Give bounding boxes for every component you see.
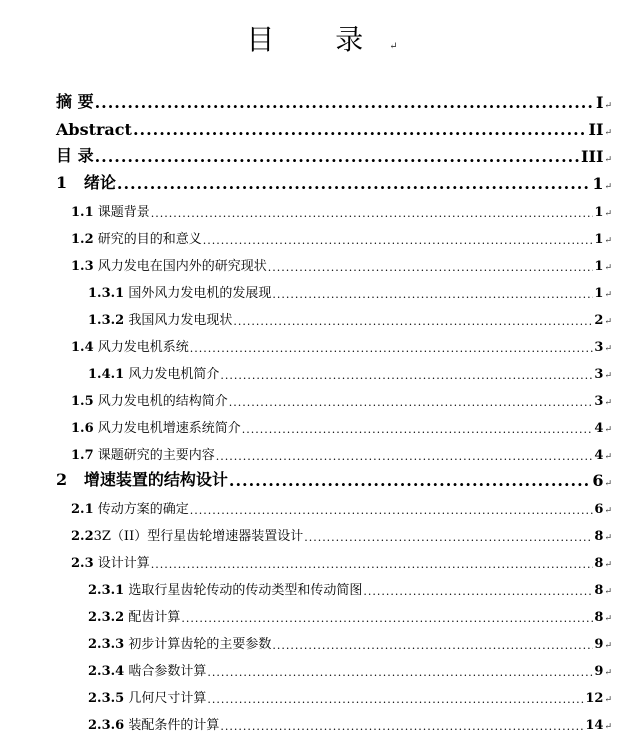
toc-entry[interactable]	[56, 167, 612, 193]
toc-entry-number: 2.3.5	[88, 691, 125, 706]
dot-leader	[133, 120, 588, 139]
toc-entry-text: 风力发电机系统	[97, 340, 189, 355]
page-number: 6	[592, 471, 604, 490]
toc-entry-label	[71, 336, 189, 355]
toc-entry-label	[71, 255, 267, 274]
paragraph-mark-icon: ↵	[604, 479, 612, 489]
toc-entry-number: 1.3.1	[88, 286, 125, 301]
paragraph-mark-icon: ↵	[604, 263, 612, 273]
page-number: I	[595, 93, 604, 112]
toc-entry-label	[71, 228, 202, 247]
toc-entry-text: 国外风力发电机的发展现	[128, 286, 272, 301]
toc-entry-page	[594, 367, 612, 382]
toc-entry-page	[594, 421, 612, 436]
toc-entry-number: 2.3.2	[88, 610, 125, 625]
paragraph-mark-icon: ↵	[604, 101, 612, 111]
toc-entry-number: 1.4.1	[88, 367, 125, 382]
toc-entry[interactable]	[56, 140, 612, 166]
toc-entry-label	[88, 579, 362, 598]
toc-entry-text: 我国风力发电现状	[128, 313, 233, 328]
dot-leader	[268, 261, 594, 274]
paragraph-mark-icon: ↵	[604, 155, 612, 165]
toc-entry-label	[71, 417, 241, 436]
toc-entry[interactable]	[71, 329, 612, 355]
toc-entry-text: 配齿计算	[128, 610, 181, 625]
toc-entry-text: 风力发电机增速系统简介	[97, 421, 241, 436]
paragraph-mark-icon: ↵	[604, 641, 612, 651]
toc-entry-text: 摘 要	[56, 92, 94, 111]
toc-entry-text: 几何尺寸计算	[128, 691, 207, 706]
toc-entry[interactable]	[88, 572, 612, 598]
page-number: 8	[594, 529, 604, 544]
dot-leader	[220, 369, 593, 382]
toc-entry-text: 课题背景	[97, 205, 150, 220]
toc-entry-page	[594, 394, 612, 409]
toc-entry-number: 2.1	[71, 502, 94, 517]
toc-entry[interactable]	[71, 518, 612, 544]
dot-leader	[181, 612, 593, 625]
page-number: 14	[585, 718, 604, 733]
toc-entry-number: 2.3.3	[88, 637, 125, 652]
toc-entry-label	[88, 633, 271, 652]
toc-entry-number: 2.3.6	[88, 718, 125, 733]
toc-entry-text: 风力发电机简介	[128, 367, 220, 382]
toc-entry-page	[585, 691, 612, 706]
toc-entry[interactable]	[71, 248, 612, 274]
dot-leader	[272, 639, 593, 652]
paragraph-mark-icon: ↵	[604, 587, 612, 597]
page-number: 1	[592, 174, 604, 193]
toc-entry-text: 绪论	[83, 173, 116, 192]
dot-leader	[151, 207, 594, 220]
page-number: 1	[594, 259, 604, 274]
paragraph-mark-icon: ↵	[604, 371, 612, 381]
dot-leader	[207, 693, 584, 706]
paragraph-mark-icon: ↵	[604, 317, 612, 327]
toc-entry-page	[592, 471, 612, 490]
toc-entry-page	[585, 718, 612, 733]
page-number: 8	[594, 583, 604, 598]
toc-entry-page	[588, 120, 612, 139]
page-number: 6	[594, 502, 604, 517]
dot-leader	[233, 315, 593, 328]
toc-entry-text: 课题研究的主要内容	[97, 448, 215, 463]
toc-entry-page	[594, 259, 612, 274]
toc-entry-text: 装配条件的计算	[128, 718, 220, 733]
toc-title	[0, 18, 644, 58]
page-number: 9	[594, 637, 604, 652]
toc-entry-label	[88, 282, 271, 301]
toc-entry-page	[594, 583, 612, 598]
toc-entry-number: 1.7	[71, 448, 94, 463]
toc-entry[interactable]	[88, 626, 612, 652]
toc-entry[interactable]	[88, 680, 612, 706]
page-number: 1	[594, 286, 604, 301]
toc-entry-page	[581, 147, 612, 166]
page-number: II	[588, 120, 604, 139]
toc-entry[interactable]	[71, 491, 612, 517]
toc-entry-number: 1.3.2	[88, 313, 125, 328]
toc-entry-page	[596, 93, 612, 112]
toc-entry-label	[88, 714, 219, 733]
toc-entry-page	[594, 448, 612, 463]
toc-entry-number: 2.3.4	[88, 664, 125, 679]
paragraph-mark-icon: ↵	[604, 506, 612, 516]
dot-leader	[229, 396, 594, 409]
toc-entry-label	[71, 390, 228, 409]
toc-entry-label	[71, 498, 189, 517]
toc-entry-number: 1.6	[71, 421, 94, 436]
dot-leader	[95, 93, 595, 112]
paragraph-mark-icon: ↵	[604, 668, 612, 678]
toc-entry-label	[88, 660, 206, 679]
paragraph-mark-icon: ↵	[604, 533, 612, 543]
toc-entry[interactable]	[88, 707, 612, 733]
page-number: 4	[594, 421, 604, 436]
toc-entry[interactable]	[56, 86, 612, 112]
toc-entry-label	[88, 363, 219, 382]
dot-leader	[203, 234, 594, 247]
toc-entry-number: 2	[56, 470, 68, 489]
toc-entry-page	[594, 286, 612, 301]
page-number: 4	[594, 448, 604, 463]
paragraph-mark-icon: ↵	[604, 425, 612, 435]
toc-entry-label	[56, 89, 94, 112]
dot-leader	[242, 423, 594, 436]
page-number: 8	[594, 610, 604, 625]
toc-entry-label	[88, 309, 232, 328]
toc-entry-number: 2.3.1	[88, 583, 125, 598]
toc-entry-number: 1.4	[71, 340, 94, 355]
dot-leader	[151, 558, 594, 571]
toc-entry[interactable]	[88, 599, 612, 625]
toc-entry-text: 研究的目的和意义	[97, 232, 202, 247]
toc-entry-text: 设计计算	[97, 556, 150, 571]
dot-leader	[190, 504, 594, 517]
toc-entry-page	[594, 502, 612, 517]
toc-entry-text: 增速装置的结构设计	[83, 470, 228, 489]
toc-entry-number: 1.2	[71, 232, 94, 247]
dot-leader	[304, 531, 593, 544]
toc-entry-number: 1	[56, 173, 68, 192]
toc-entry-label	[56, 170, 116, 193]
toc-entry[interactable]	[71, 383, 612, 409]
paragraph-mark-icon: ↵	[604, 236, 612, 246]
paragraph-mark-icon: ↵	[604, 128, 612, 138]
page-number: 3	[594, 394, 604, 409]
paragraph-mark-icon: ↵	[604, 452, 612, 462]
toc-entry-label	[71, 525, 303, 544]
page-number: 9	[594, 664, 604, 679]
toc-entry-page	[594, 610, 612, 625]
paragraph-mark-icon: ↵	[604, 290, 612, 300]
toc-entry-page	[594, 529, 612, 544]
toc-entry-page	[594, 340, 612, 355]
dot-leader	[272, 288, 593, 301]
toc-entry-label	[71, 444, 215, 463]
toc-entry-text: 目 录	[56, 146, 94, 165]
toc-entry[interactable]	[71, 221, 612, 247]
toc-entry-page	[592, 174, 612, 193]
toc-entry-page	[594, 637, 612, 652]
toc-entry[interactable]	[56, 464, 612, 490]
toc-entry-text: 风力发电机的结构简介	[97, 394, 228, 409]
toc-entry-page	[594, 664, 612, 679]
page-number: 2	[594, 313, 604, 328]
toc-entry[interactable]	[88, 356, 612, 382]
page-number: 1	[594, 205, 604, 220]
toc-entry-number: 2.2	[71, 529, 94, 544]
toc-entry-label	[56, 143, 94, 166]
toc-entry-text: 风力发电在国内外的研究现状	[97, 259, 267, 274]
toc-entry[interactable]	[88, 275, 612, 301]
dot-leader	[207, 666, 593, 679]
toc-entry[interactable]	[88, 302, 612, 328]
toc-entry[interactable]	[56, 113, 612, 139]
toc-entry-label	[88, 687, 206, 706]
dot-leader	[117, 174, 591, 193]
toc-entry[interactable]	[88, 653, 612, 679]
dot-leader	[229, 471, 591, 490]
toc-entry-number: 1.1	[71, 205, 94, 220]
toc-entry-text: 传动方案的确定	[97, 502, 189, 517]
page-number: 8	[594, 556, 604, 571]
dot-leader	[190, 342, 594, 355]
paragraph-mark-icon: ↵	[604, 209, 612, 219]
toc-title-text: 目 录	[246, 23, 390, 56]
paragraph-mark-icon: ↵	[604, 182, 612, 192]
paragraph-mark-icon: ↵	[389, 41, 398, 52]
dot-leader	[363, 585, 593, 598]
toc-entry-number: 1.5	[71, 394, 94, 409]
dot-leader	[220, 720, 584, 733]
page-number: III	[581, 147, 604, 166]
paragraph-mark-icon: ↵	[604, 344, 612, 354]
toc-entry-label	[56, 467, 228, 490]
toc-entry[interactable]	[71, 437, 612, 463]
toc-entry-label	[56, 120, 132, 139]
dot-leader	[95, 147, 580, 166]
toc-entry-label	[71, 552, 150, 571]
toc-entry-label	[71, 201, 150, 220]
toc-entry-text: 初步计算齿轮的主要参数	[128, 637, 272, 652]
toc-entry-text: 啮合参数计算	[128, 664, 207, 679]
toc-entry-text: Abstract	[56, 120, 132, 139]
paragraph-mark-icon: ↵	[604, 614, 612, 624]
page-number: 1	[594, 232, 604, 247]
toc-entry-page	[594, 232, 612, 247]
dot-leader	[216, 450, 594, 463]
toc-entry-text: 3Z（II）型行星齿轮增速器装置设计	[93, 529, 304, 544]
paragraph-mark-icon: ↵	[604, 398, 612, 408]
toc-entry-label	[88, 606, 180, 625]
toc-entry-text: 选取行星齿轮传动的传动类型和传动简图	[128, 583, 363, 598]
page-number: 3	[594, 367, 604, 382]
toc-entry[interactable]	[71, 194, 612, 220]
toc-entry-page	[594, 556, 612, 571]
paragraph-mark-icon: ↵	[604, 695, 612, 705]
toc-entry[interactable]	[71, 410, 612, 436]
toc-entry[interactable]	[71, 545, 612, 571]
toc-entry-number: 1.3	[71, 259, 94, 274]
paragraph-mark-icon: ↵	[604, 560, 612, 570]
page-number: 3	[594, 340, 604, 355]
page-number: 12	[585, 691, 604, 706]
toc-entry-number: 2.3	[71, 556, 94, 571]
paragraph-mark-icon: ↵	[604, 722, 612, 732]
toc-entry-page	[594, 205, 612, 220]
toc-entry-page	[594, 313, 612, 328]
